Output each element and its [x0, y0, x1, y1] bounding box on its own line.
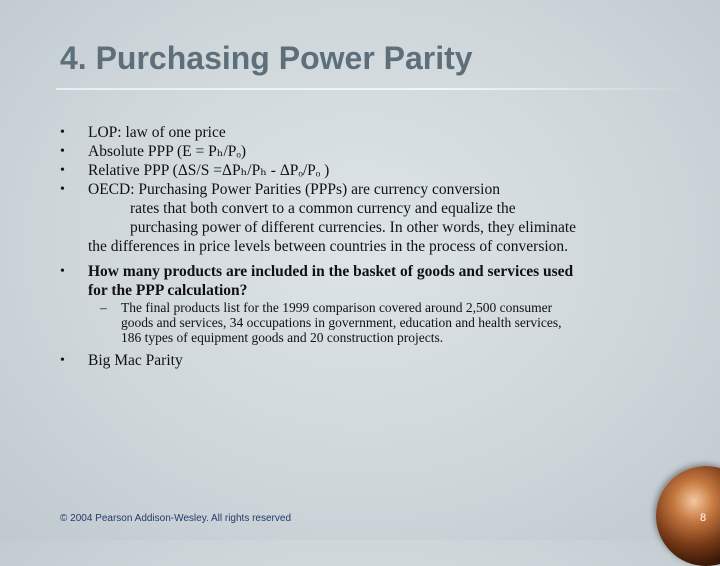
- copyright-footer: © 2004 Pearson Addison-Wesley. All rights reserved: [60, 513, 292, 524]
- slide-title: 4. Purchasing Power Parity: [60, 40, 473, 76]
- bullet-text: Relative PPP (ΔS/S =ΔPₕ/Pₕ - ΔPₒ/Pₒ ): [88, 162, 330, 179]
- title-divider: [56, 88, 696, 90]
- bullet-marker: •: [60, 163, 65, 178]
- bullet-marker: •: [60, 125, 65, 140]
- globe-decoration: [656, 466, 720, 566]
- bullet-marker: •: [60, 264, 65, 279]
- bullet-marker: •: [60, 182, 65, 197]
- bullet-text: LOP: law of one price: [88, 124, 226, 141]
- bullet-text: OECD: Purchasing Power Parities (PPPs) are currency conversion: [88, 181, 500, 198]
- bullet-text: Absolute PPP (E = Pₕ/Pₒ): [88, 143, 247, 160]
- sub-bullet-text: The final products list for the 1999 comparison covered around 2,500 consumer: [121, 300, 553, 315]
- bullet-marker: •: [60, 353, 65, 368]
- page-number: 8: [700, 512, 707, 524]
- bullet-text: the differences in price levels between countries in the process of conversion.: [88, 238, 569, 255]
- bullet-text: purchasing power of different currencies. In other words, they eliminate: [130, 219, 577, 236]
- bullet-text: How many products are included in the basket of goods and services used: [88, 263, 574, 280]
- bullet-text: rates that both convert to a common currency and equalize the: [130, 200, 516, 217]
- bullet-text: Big Mac Parity: [88, 352, 183, 369]
- bullet-text: for the PPP calculation?: [88, 282, 248, 299]
- bullet-marker: •: [60, 144, 65, 159]
- sub-bullet-text: goods and services, 34 occupations in government, education and health services,: [121, 315, 562, 330]
- sub-bullet-marker: –: [100, 300, 107, 315]
- sub-bullet-text: 186 types of equipment goods and 20 construction projects.: [121, 330, 444, 345]
